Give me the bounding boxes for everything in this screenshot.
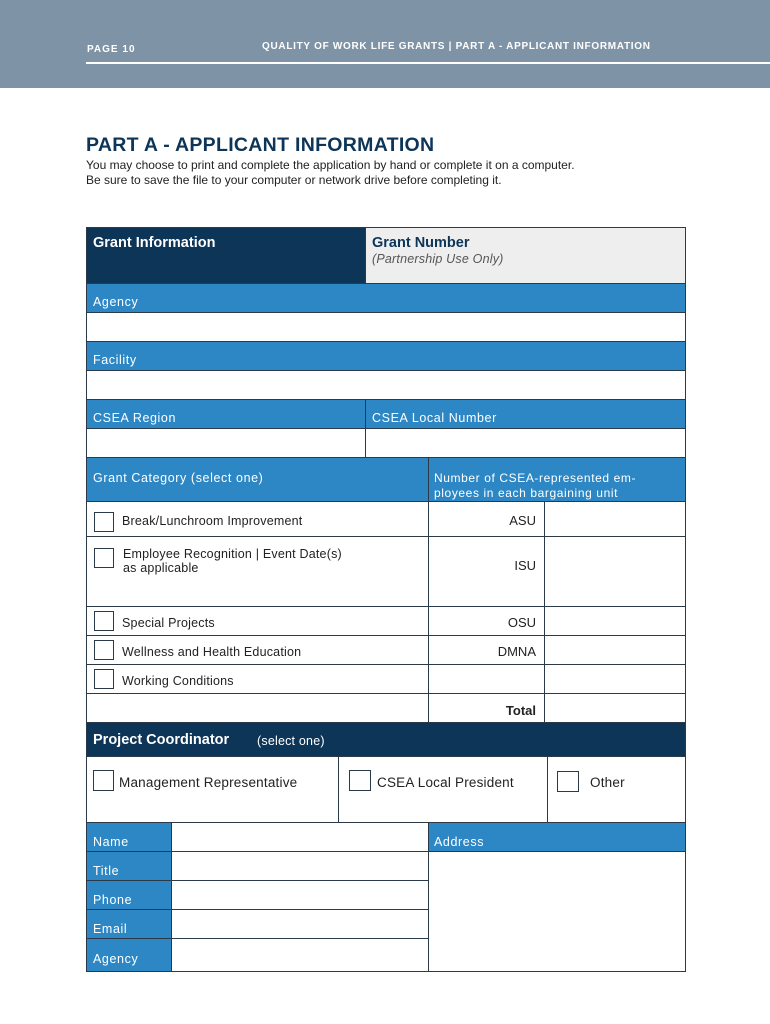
project-coordinator-header [86,722,686,757]
phone-input[interactable] [171,880,429,910]
grant-number-heading: Grant Number [372,235,470,251]
dmna-count-input[interactable] [544,635,686,665]
asu-count-input[interactable] [544,501,686,537]
category-row-wellness [86,635,429,665]
option-management-representative: Management Representative [119,775,298,790]
unit-label-cell-dmna [428,635,545,665]
coordinator-option-other [547,756,686,823]
csea-region-label: CSEA Region [93,411,177,425]
csea-region-label-bar [86,399,366,429]
name-label-cell [86,822,172,852]
option-special-projects: Special Projects [122,616,215,630]
unit-osu: OSU [507,615,536,630]
option-csea-local-president: CSEA Local President [377,775,514,790]
checkbox-employee-recognition[interactable] [94,548,114,568]
isu-count-input[interactable] [544,536,686,607]
agency-label: Agency [93,295,139,309]
category-row-working [86,664,429,694]
checkbox-management-representative[interactable] [93,770,114,791]
unit-asu: ASU [509,513,536,528]
contact-agency-label-cell [86,938,172,972]
total-label: Total [505,703,536,718]
header-band [0,0,770,88]
email-label-cell [86,909,172,939]
checkbox-special-projects[interactable] [94,611,114,631]
total-count-input[interactable] [544,693,686,723]
unit-label-cell-isu [428,536,545,607]
option-employee-recognition: Employee Recognition | Event Date(s) [123,547,342,561]
option-wellness: Wellness and Health Education [122,645,302,659]
header-rule [86,62,770,64]
agency-label-bar [86,283,686,313]
title-input[interactable] [171,851,429,881]
contact-agency-label: Agency [93,952,139,966]
grant-number-note: (Partnership Use Only) [372,252,504,266]
option-working-conditions: Working Conditions [122,674,234,688]
address-label-cell [428,822,686,852]
grant-information-heading: Grant Information [93,235,216,251]
category-row-break [86,501,429,537]
csea-local-label-bar [365,399,686,429]
grant-category-heading: Grant Category (select one) [93,471,264,485]
page-title: PART A - APPLICANT INFORMATION [86,134,435,156]
email-label: Email [93,922,128,936]
employee-count-heading-2: ployees in each bargaining unit [434,486,619,500]
phone-label-cell [86,880,172,910]
intro-line-1: You may choose to print and complete the application by hand or complete it on a computer. [86,158,575,172]
checkbox-wellness[interactable] [94,640,114,660]
grant-number-field[interactable] [365,227,686,284]
email-input[interactable] [171,909,429,939]
coordinator-option-management [86,756,339,823]
facility-label: Facility [93,353,137,367]
checkbox-working-conditions[interactable] [94,669,114,689]
total-label-cell [428,693,545,723]
coordinator-option-president [338,756,548,823]
checkbox-other[interactable] [557,771,579,792]
facility-label-bar [86,341,686,371]
section-title: QUALITY OF WORK LIFE GRANTS | PART A - APPLICANT INFORMATION [262,41,651,52]
project-coordinator-note: (select one) [257,734,325,748]
unit-label-cell-osu [428,606,545,636]
extra-count-input[interactable] [544,664,686,694]
checkbox-csea-local-president[interactable] [349,770,371,791]
facility-input[interactable] [86,370,686,400]
unit-isu: ISU [514,558,536,573]
option-other: Other [590,775,625,790]
phone-label: Phone [93,893,133,907]
grant-category-header [86,457,429,502]
title-label-cell [86,851,172,881]
osu-count-input[interactable] [544,606,686,636]
project-coordinator-heading: Project Coordinator [93,732,230,748]
employee-count-header [428,457,686,502]
name-input[interactable] [171,822,429,852]
contact-agency-input[interactable] [171,938,429,972]
checkbox-break-lunchroom[interactable] [94,512,114,532]
csea-region-input[interactable] [86,428,366,458]
unit-label-cell-asu [428,501,545,537]
category-row-recognition [86,536,429,607]
agency-input[interactable] [86,312,686,342]
csea-local-number-input[interactable] [365,428,686,458]
intro-line-2: Be sure to save the file to your computer or network drive before completing it. [86,173,502,187]
intro-text [86,158,726,188]
unit-label-cell-empty [428,664,545,694]
title-label: Title [93,864,120,878]
name-label: Name [93,835,129,849]
grant-information-header [86,227,366,284]
csea-local-number-label: CSEA Local Number [372,411,497,425]
option-break-lunchroom: Break/Lunchroom Improvement [122,514,303,528]
address-label: Address [434,835,485,849]
address-input[interactable] [428,851,686,972]
total-row-spacer [86,693,429,723]
option-employee-recognition-note: as applicable [123,561,199,575]
page-number: PAGE 10 [87,44,136,55]
unit-dmna: DMNA [497,644,536,659]
employee-count-heading-1: Number of CSEA-represented em- [434,471,637,485]
category-row-special [86,606,429,636]
